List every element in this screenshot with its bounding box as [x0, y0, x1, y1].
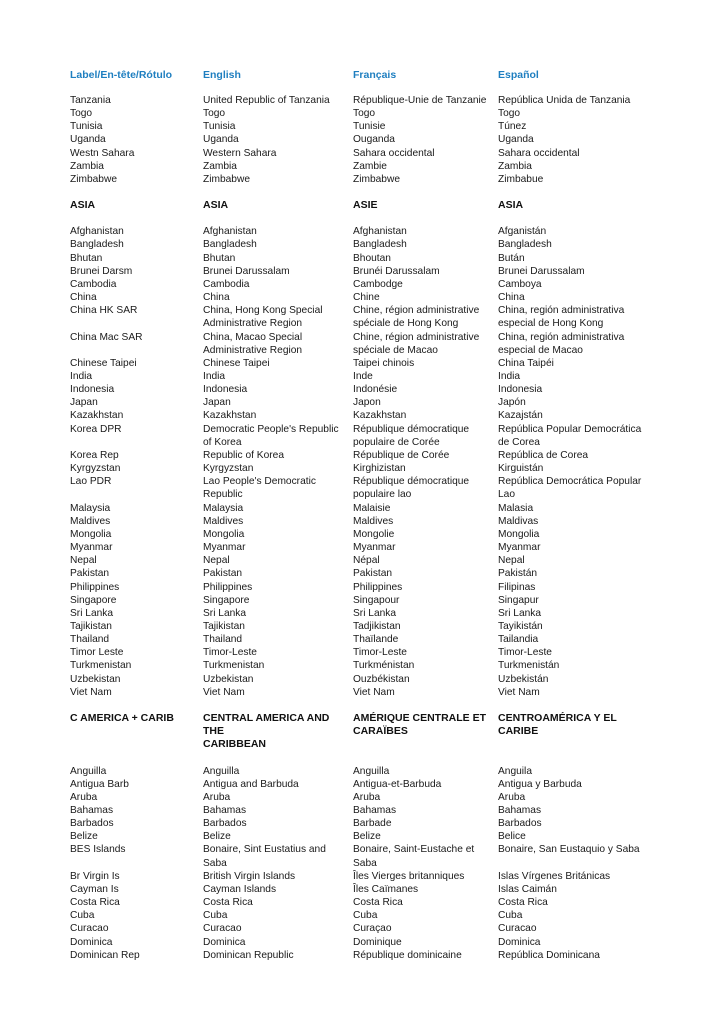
cell-label: Sri Lanka	[70, 607, 114, 619]
cell-spanish: República Democrática Popular Lao	[498, 476, 642, 501]
cell-french: Dominique	[353, 936, 402, 948]
table-row	[70, 541, 670, 554]
cell-english: Indonesia	[203, 384, 248, 396]
cell-label: Indonesia	[70, 384, 115, 396]
cell-french: Indonésie	[353, 384, 398, 396]
cell-spanish: Filipinas	[498, 581, 536, 593]
cell-french: République-Unie de Tanzanie	[353, 95, 487, 106]
cell-spanish: República Popular Democrática de Corea	[498, 423, 642, 448]
cell-english: Togo	[203, 108, 226, 120]
cell-label: Br Virgin Is	[70, 870, 120, 882]
cell-spanish: India	[498, 371, 521, 383]
cell-french: Mongolie	[353, 528, 395, 540]
cell-french: République démocratique populaire de Corée	[353, 423, 470, 448]
cell-label: Anguilla	[70, 765, 107, 777]
cell-english: Cayman Islands	[203, 883, 277, 895]
table-row	[70, 528, 670, 541]
cell-label: BES Islands	[70, 844, 126, 856]
cell-english: Nepal	[203, 555, 230, 567]
table-row	[70, 409, 670, 422]
table-row	[70, 160, 670, 173]
table-row	[70, 554, 670, 567]
section-heading-row	[70, 712, 670, 752]
cell-spanish: Malasia	[498, 502, 534, 514]
cell-spanish: República Unida de Tanzania	[498, 95, 631, 106]
table-row	[70, 870, 670, 883]
cell-label: Nepal	[70, 555, 97, 567]
cell-label: Zimbabwe	[70, 173, 117, 185]
cell-english: China, Hong Kong Special Administrative Region	[203, 305, 323, 330]
cell-french: Myanmar	[353, 542, 396, 554]
cell-label: Uganda	[70, 134, 106, 146]
cell-label: Dominican Rep	[70, 949, 140, 961]
cell-french: Antigua-et-Barbuda	[353, 778, 442, 790]
cell-label: Maldives	[70, 515, 111, 527]
cell-french: Turkménistan	[353, 660, 415, 672]
section-heading-label: C AMERICA + CARIB	[70, 711, 174, 724]
cell-english: India	[203, 371, 226, 383]
table-row	[70, 633, 670, 646]
table-row	[70, 804, 670, 817]
table-row	[70, 567, 670, 580]
cell-french: Bangladesh	[353, 239, 407, 251]
cell-french: Chine, région administrative spéciale de Macao	[353, 331, 480, 356]
table-row	[70, 673, 670, 686]
cell-english: Sri Lanka	[203, 607, 247, 619]
table-row	[70, 646, 670, 659]
cell-english: Turkmenistan	[203, 660, 265, 672]
cell-english: Anguilla	[203, 765, 240, 777]
table-row	[70, 383, 670, 396]
section-heading-french: AMÉRIQUE CENTRALE ET CARAÏBES	[353, 711, 487, 738]
cell-spanish: Kirguistán	[498, 463, 544, 475]
cell-french: Bonaire, Saint-Eustache et Saba	[353, 844, 475, 869]
table-row	[70, 620, 670, 633]
cell-english: Dominica	[203, 936, 246, 948]
cell-english: Mongolia	[203, 528, 245, 540]
table-row	[70, 370, 670, 383]
cell-english: China	[203, 292, 230, 304]
table-row	[70, 120, 670, 133]
table-row	[70, 659, 670, 672]
section-heading-label: ASIA	[70, 199, 96, 212]
cell-spanish: Bangladesh	[498, 239, 552, 251]
cell-spanish: Sahara occidental	[498, 147, 580, 159]
cell-label: China HK SAR	[70, 305, 138, 317]
cell-spanish: China Taipéi	[498, 357, 554, 369]
section-heading-spanish: CENTROAMÉRICA Y EL CARIBE	[498, 711, 617, 738]
cell-spanish: Cuba	[498, 910, 523, 922]
cell-label: Bangladesh	[70, 239, 124, 251]
cell-spanish: Anguila	[498, 765, 532, 777]
cell-french: Îles Caïmanes	[353, 883, 419, 895]
cell-spanish: Belice	[498, 831, 526, 843]
cell-english: Cuba	[203, 910, 228, 922]
cell-spanish: Tayikistán	[498, 620, 543, 632]
table-row	[70, 252, 670, 265]
cell-spanish: Afganistán	[498, 226, 547, 238]
table-row	[70, 843, 670, 869]
cell-spanish: Islas Caimán	[498, 883, 557, 895]
cell-spanish: Maldivas	[498, 515, 539, 527]
table-row	[70, 423, 670, 449]
cell-spanish: Túnez	[498, 121, 527, 133]
cell-english: Republic of Korea	[203, 449, 284, 461]
cell-label: Togo	[70, 108, 93, 120]
cell-label: Chinese Taipei	[70, 357, 137, 369]
cell-label: Bhutan	[70, 252, 103, 264]
cell-label: Lao PDR	[70, 476, 112, 488]
cell-label: Tanzania	[70, 95, 111, 106]
cell-spanish: Uzbekistán	[498, 673, 549, 685]
cell-english: Democratic People's Republic of Korea	[203, 423, 339, 448]
table-row	[70, 357, 670, 370]
cell-english: Philippines	[203, 581, 253, 593]
cell-spanish: Nepal	[498, 555, 525, 567]
cell-english: Uganda	[203, 134, 239, 146]
cell-spanish: Japón	[498, 397, 526, 409]
cell-english: Japan	[203, 397, 231, 409]
cell-french: Malaisie	[353, 502, 391, 514]
cell-french: Bhoutan	[353, 252, 391, 264]
cell-label: Costa Rica	[70, 897, 120, 909]
cell-english: Cambodia	[203, 278, 250, 290]
cell-label: Afghanistan	[70, 226, 124, 238]
table-row	[70, 133, 670, 146]
table-row	[70, 607, 670, 620]
header-label-column: Label/En-tête/Rótulo	[70, 69, 173, 81]
table-row	[70, 173, 670, 186]
cell-english: Costa Rica	[203, 897, 253, 909]
cell-spanish: Togo	[498, 108, 521, 120]
cell-spanish: Pakistán	[498, 568, 538, 580]
cell-french: Anguilla	[353, 765, 390, 777]
cell-english: Bonaire, Sint Eustatius and Saba	[203, 844, 326, 869]
table-row	[70, 581, 670, 594]
section-heading-english: CENTRAL AMERICA AND THE CARIBBEAN	[203, 711, 330, 751]
cell-spanish: Singapur	[498, 594, 539, 606]
table-row	[70, 949, 670, 962]
cell-english: Curacao	[203, 923, 242, 935]
cell-spanish: Camboya	[498, 278, 542, 290]
cell-label: Belize	[70, 831, 98, 843]
cell-english: Barbados	[203, 818, 247, 830]
cell-french: Barbade	[353, 818, 392, 830]
cell-spanish: República Dominicana	[498, 949, 600, 961]
cell-french: Aruba	[353, 791, 381, 803]
cell-english: Aruba	[203, 791, 231, 803]
cell-label: Tajikistan	[70, 620, 112, 632]
cell-label: Tunisia	[70, 121, 103, 133]
cell-french: Sahara occidental	[353, 147, 435, 159]
cell-english: Kyrgyzstan	[203, 463, 254, 475]
cell-label: Aruba	[70, 791, 98, 803]
cell-french: Ouzbékistan	[353, 673, 410, 685]
table-body	[70, 94, 670, 962]
cell-label: Korea Rep	[70, 449, 119, 461]
cell-spanish: Aruba	[498, 791, 526, 803]
cell-french: Inde	[353, 371, 373, 383]
cell-french: Singapour	[353, 594, 400, 606]
cell-english: Thailand	[203, 634, 243, 646]
cell-english: Lao People's Democratic Republic	[203, 476, 316, 501]
cell-spanish: Myanmar	[498, 542, 541, 554]
cell-english: Zimbabwe	[203, 173, 250, 185]
cell-english: British Virgin Islands	[203, 870, 296, 882]
cell-spanish: China, región administrativa especial de Macao	[498, 331, 625, 356]
cell-french: Bahamas	[353, 805, 397, 816]
cell-label: Bahamas	[70, 805, 114, 816]
cell-english: Tunisia	[203, 121, 236, 133]
cell-spanish: China	[498, 292, 525, 304]
table-row	[70, 107, 670, 120]
cell-label: Cuba	[70, 910, 95, 922]
cell-spanish: Viet Nam	[498, 686, 540, 698]
table-row	[70, 778, 670, 791]
cell-french: Cuba	[353, 910, 378, 922]
table-row	[70, 936, 670, 949]
cell-label: Barbados	[70, 818, 114, 830]
table-row	[70, 462, 670, 475]
cell-spanish: Turkmenistán	[498, 660, 560, 672]
cell-spanish: Kazajstán	[498, 410, 543, 422]
table-row	[70, 396, 670, 409]
cell-label: Cambodia	[70, 278, 117, 290]
cell-spanish: China, región administrativa especial de Hong Kong	[498, 305, 625, 330]
table-row	[70, 686, 670, 699]
cell-english: Zambia	[203, 160, 237, 172]
cell-label: Malaysia	[70, 502, 111, 514]
cell-label: Japan	[70, 397, 98, 409]
cell-spanish: Barbados	[498, 818, 542, 830]
cell-english: Belize	[203, 831, 231, 843]
cell-spanish: República de Corea	[498, 449, 589, 461]
cell-spanish: Uganda	[498, 134, 534, 146]
table-row	[70, 515, 670, 528]
cell-french: République de Corée	[353, 449, 450, 461]
cell-label: Philippines	[70, 581, 120, 593]
cell-spanish: Zambia	[498, 160, 532, 172]
table-row	[70, 502, 670, 515]
cell-english: Tajikistan	[203, 620, 245, 632]
cell-spanish: Tailandia	[498, 634, 539, 646]
cell-label: Brunei Darsm	[70, 265, 133, 277]
cell-label: Mongolia	[70, 528, 112, 540]
cell-spanish: Brunei Darussalam	[498, 265, 585, 277]
table-row	[70, 594, 670, 607]
cell-spanish: Bonaire, San Eustaquio y Saba	[498, 844, 640, 856]
cell-english: Dominican Republic	[203, 949, 294, 961]
section-heading-french: ASIE	[353, 199, 378, 212]
cell-english: Western Sahara	[203, 147, 277, 159]
cell-english: Kazakhstan	[203, 410, 257, 422]
cell-label: India	[70, 371, 93, 383]
cell-french: Kazakhstan	[353, 410, 407, 422]
cell-spanish: Antigua y Barbuda	[498, 778, 582, 790]
cell-french: Zambie	[353, 160, 387, 172]
section-heading-spanish: ASIA	[498, 199, 524, 212]
cell-french: Chine, région administrative spéciale de Hong Kong	[353, 305, 480, 330]
cell-spanish: Costa Rica	[498, 897, 548, 909]
cell-label: Timor Leste	[70, 647, 124, 659]
cell-french: Ouganda	[353, 134, 395, 146]
table-row	[70, 791, 670, 804]
table-row	[70, 449, 670, 462]
cell-label: China	[70, 292, 97, 304]
table-row	[70, 817, 670, 830]
cell-label: Uzbekistan	[70, 673, 121, 685]
section-heading-row	[70, 199, 670, 212]
table-row	[70, 883, 670, 896]
cell-label: Viet Nam	[70, 686, 112, 698]
cell-label: Cayman Is	[70, 883, 119, 895]
cell-french: Taipei chinois	[353, 357, 415, 369]
cell-spanish: Bután	[498, 252, 525, 264]
cell-french: Afghanistan	[353, 226, 407, 238]
cell-english: Myanmar	[203, 542, 246, 554]
cell-english: Antigua and Barbuda	[203, 778, 299, 790]
table-row	[70, 922, 670, 935]
header-english-column: English	[203, 69, 241, 81]
cell-label: Zambia	[70, 160, 104, 172]
cell-english: Chinese Taipei	[203, 357, 270, 369]
cell-english: Bangladesh	[203, 239, 257, 251]
cell-french: Japon	[353, 397, 381, 409]
cell-english: United Republic of Tanzania	[203, 95, 330, 106]
cell-label: Myanmar	[70, 542, 113, 554]
cell-label: Dominica	[70, 936, 113, 948]
cell-french: Tadjikistan	[353, 620, 401, 632]
cell-spanish: Dominica	[498, 936, 541, 948]
header-french-column: Français	[353, 69, 397, 81]
cell-english: Brunei Darussalam	[203, 265, 290, 277]
cell-spanish: Timor-Leste	[498, 647, 552, 659]
cell-label: Turkmenistan	[70, 660, 132, 672]
cell-label: Westn Sahara	[70, 147, 135, 159]
cell-label: Korea DPR	[70, 423, 122, 435]
cell-french: Maldives	[353, 515, 394, 527]
cell-french: République dominicaine	[353, 949, 462, 961]
cell-french: Cambodge	[353, 278, 403, 290]
cell-label: Kazakhstan	[70, 410, 124, 422]
cell-french: Brunéi Darussalam	[353, 265, 440, 277]
section-heading-english: ASIA	[203, 199, 229, 212]
table-row	[70, 304, 670, 330]
table-row	[70, 830, 670, 843]
cell-label: Singapore	[70, 594, 117, 606]
cell-spanish: Curacao	[498, 923, 537, 935]
table-row	[70, 765, 670, 778]
cell-label: Thailand	[70, 634, 110, 646]
cell-french: Belize	[353, 831, 381, 843]
cell-french: Thaïlande	[353, 634, 399, 646]
cell-english: Uzbekistan	[203, 673, 254, 685]
cell-label: Antigua Barb	[70, 778, 129, 790]
table-row	[70, 278, 670, 291]
cell-french: Curaçao	[353, 923, 392, 935]
table-row	[70, 475, 670, 501]
table-row	[70, 909, 670, 922]
cell-english: Bhutan	[203, 252, 236, 264]
cell-label: Kyrgyzstan	[70, 463, 121, 475]
cell-label: China Mac SAR	[70, 331, 143, 343]
header-spanish-column: Español	[498, 69, 539, 81]
cell-french: Costa Rica	[353, 897, 403, 909]
cell-french: République démocratique populaire lao	[353, 476, 470, 501]
cell-english: Pakistan	[203, 568, 243, 580]
cell-french: Timor-Leste	[353, 647, 407, 659]
cell-spanish: Zimbabue	[498, 173, 544, 185]
cell-english: Viet Nam	[203, 686, 245, 698]
cell-english: Malaysia	[203, 502, 244, 514]
table-row	[70, 238, 670, 251]
cell-spanish: Sri Lanka	[498, 607, 542, 619]
cell-english: Bahamas	[203, 805, 247, 816]
cell-spanish: Mongolia	[498, 528, 540, 540]
cell-english: Timor-Leste	[203, 647, 257, 659]
cell-french: Viet Nam	[353, 686, 395, 698]
table-row	[70, 225, 670, 238]
cell-english: China, Macao Special Administrative Region	[203, 331, 303, 356]
cell-english: Singapore	[203, 594, 250, 606]
cell-french: Sri Lanka	[353, 607, 397, 619]
cell-french: Îles Vierges britanniques	[353, 870, 465, 882]
cell-spanish: Islas Vírgenes Británicas	[498, 870, 611, 882]
cell-english: Maldives	[203, 515, 244, 527]
table-row	[70, 265, 670, 278]
cell-label: Curacao	[70, 923, 109, 935]
cell-french: Chine	[353, 292, 380, 304]
table-header	[70, 68, 670, 82]
cell-spanish: Indonesia	[498, 384, 543, 396]
country-label-table	[70, 68, 670, 962]
cell-label: Pakistan	[70, 568, 110, 580]
cell-french: Kirghizistan	[353, 463, 406, 475]
cell-english: Afghanistan	[203, 226, 257, 238]
cell-french: Tunisie	[353, 121, 386, 133]
cell-french: Népal	[353, 555, 380, 567]
table-row	[70, 896, 670, 909]
cell-french: Pakistan	[353, 568, 393, 580]
table-row	[70, 94, 670, 107]
table-row	[70, 331, 670, 357]
table-row	[70, 147, 670, 160]
cell-french: Philippines	[353, 581, 403, 593]
cell-french: Togo	[353, 108, 376, 120]
cell-french: Zimbabwe	[353, 173, 400, 185]
cell-spanish: Bahamas	[498, 805, 542, 816]
table-row	[70, 291, 670, 304]
